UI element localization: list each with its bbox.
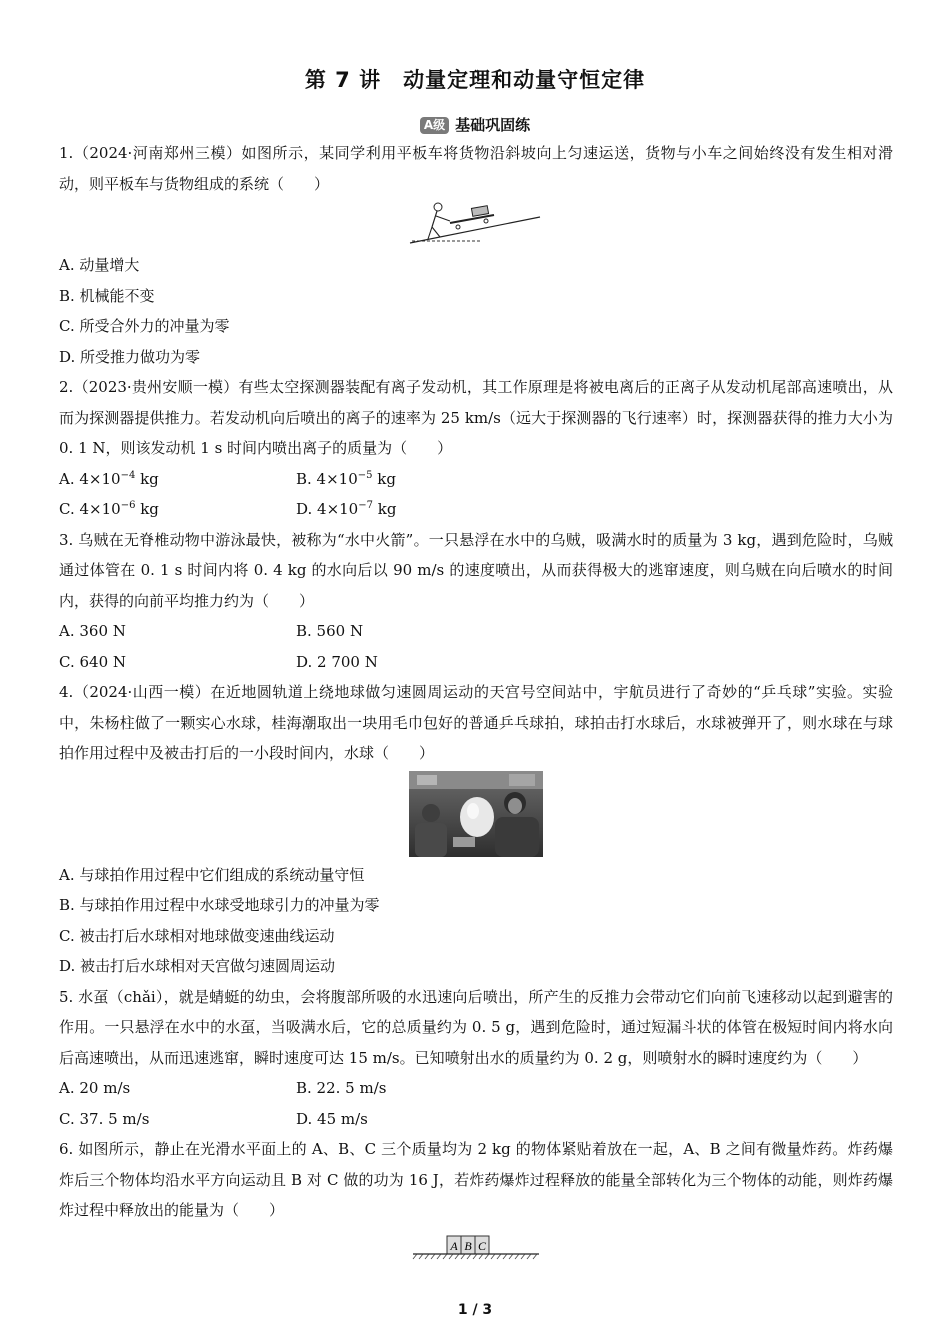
q1-option-a: A. 动量增大 <box>59 256 140 274</box>
q4-option-a: A. 与球拍作用过程中它们组成的系统动量守恒 <box>59 865 365 884</box>
q2-option-a: A. $4\times 10^{-4}$ kg <box>59 469 159 488</box>
q3-option-b: B. 560 N <box>296 622 364 640</box>
q5-option-d: D. 45 m/s <box>296 1109 368 1128</box>
q4-option-b: B. 与球拍作用过程中水球受地球引力的冲量为零 <box>59 896 380 914</box>
q3-option-d: D. 2 700 N <box>296 652 378 671</box>
q3-options-row-2 <box>59 647 893 678</box>
astronaut-photo <box>59 771 893 857</box>
q5-options-row-2 <box>59 1104 893 1135</box>
question-5-stem: 5. 水虿（chǎi），就是蜻蜓的幼虫，会将腹部所吸的水迅速向后喷出，所产生的反推力会带动它们向前飞速移动以起到避害的作用。一只悬浮在水中的水虿，当吸满水后，它的总质量约为 0. 5 g，遇到危险时，通过短漏斗状的体管在极短时间内将水向后高速喷出，从而迅速逃窜，瞬时速度可达 15 m/s。已知喷射出水的质量约为 0. 2 g，则喷射水的瞬时速度约为（ ） <box>59 987 893 1067</box>
blocks-figure <box>59 1228 893 1262</box>
page-number: 1 / 3 <box>457 1302 493 1318</box>
level-tag: A级 <box>420 117 449 134</box>
q2-options-row-1 <box>59 464 893 495</box>
q5-option-a: A. 20 m/s <box>59 1079 131 1097</box>
question-6-stem: 6. 如图所示，静止在光滑水平面上的 A、B、C 三个质量均为 2 kg 的物体紧贴着放在一起，A、B 之间有微量炸药。炸药爆炸后三个物体均沿水平方向运动且 B 对 C 做的功为 16 J，若炸药爆炸过程释放的能量全部转化为三个物体的动能，则炸药爆炸过程中释放出的能量为（ ） <box>59 1140 893 1219</box>
page-title: 第 7 讲 动量定理和动量守恒定律 <box>304 68 646 92</box>
question-1-stem: 1.（2024·河南郑州三模）如图所示，某同学利用平板车将货物沿斜坡向上匀速运送，货物与小车之间始终没有发生相对滑动，则平板车与货物组成的系统（ ） <box>59 144 893 193</box>
level-label: 基础巩固练 <box>455 116 531 134</box>
q4-option-d: D. 被击打后水球相对天宫做匀速圆周运动 <box>59 957 336 975</box>
q3-option-c: C. 640 N <box>59 652 127 671</box>
q1-option-c: C. 所受合外力的冲量为零 <box>59 317 230 335</box>
q1-option-b: B. 机械能不变 <box>59 286 155 305</box>
q5-options-row-1 <box>59 1073 893 1104</box>
level-heading <box>0 114 950 135</box>
q5-option-b: B. 22. 5 m/s <box>296 1079 387 1097</box>
block-c-label: C <box>477 1238 487 1253</box>
q2-option-c: C. $4\times 10^{-6}$ kg <box>59 500 159 518</box>
q2-option-d: D. $4\times 10^{-7}$ kg <box>296 500 397 518</box>
q5-option-c: C. 37. 5 m/s <box>59 1109 150 1128</box>
q3-options-row-1 <box>59 616 893 647</box>
q3-option-a: A. 360 N <box>59 622 126 640</box>
block-a-label: A <box>450 1238 458 1253</box>
block-b-label: B <box>464 1238 472 1253</box>
question-list <box>59 138 893 1265</box>
q1-option-d: D. 所受推力做功为零 <box>59 347 201 366</box>
question-3-stem: 3. 乌贼在无脊椎动物中游泳最快，被称为“水中火箭”。一只悬浮在水中的乌贼，吸满水时的质量为 3 kg，遇到危险时，乌贼通过体管在 0. 1 s 时间内将 0. 4 kg 的水向后以 90 m/s 的速度喷出，从而获得极大的逃窜速度，则乌贼在向后喷水的时间内，获得的向前平均推力约为（ ） <box>59 530 893 610</box>
q2-option-b: B. $4\times 10^{-5}$ kg <box>296 469 396 488</box>
q4-option-c: C. 被击打后水球相对地球做变速曲线运动 <box>59 926 335 945</box>
question-2-stem: 2.（2023·贵州安顺一模）有些太空探测器装配有离子发动机，其工作原理是将被电离后的正离子从发动机尾部高速喷出，从而为探测器提供推力。若发动机向后喷出的离子的速率为 25 km/s（远大于探测器的飞行速率）时，探测器获得的推力大小为 0. 1 N，则该发动机 1 s 时间内喷出离子的质量为（ ） <box>59 378 893 457</box>
q2-options-row-2 <box>59 494 893 525</box>
slope-cart-figure <box>59 201 893 247</box>
question-4-stem: 4.（2024·山西一模）在近地圆轨道上绕地球做匀速圆周运动的天宫号空间站中，宇航员进行了奇妙的“乒乓球”实验。实验中，朱杨柱做了一颗实心水球，桂海潮取出一块用毛巾包好的普通乒乓球拍，球拍击打水球后，水球被弹开了，则水球在与球拍作用过程中及被击打后的一小段时间内，水球（ ） <box>59 683 893 762</box>
